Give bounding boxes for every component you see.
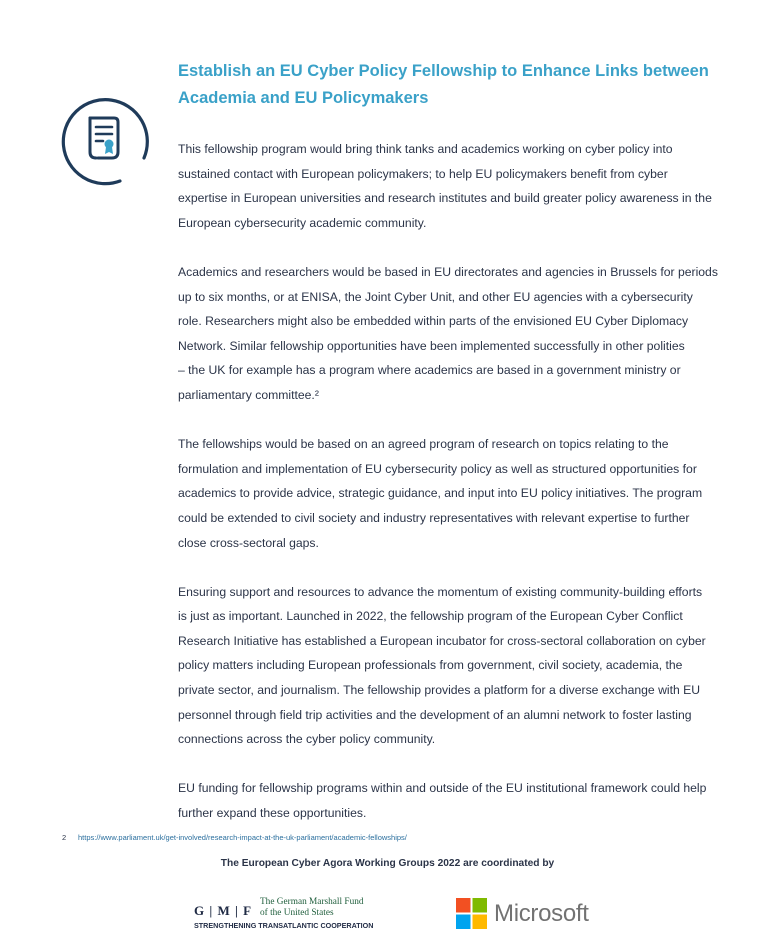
text-line: personnel through field trip activities and the development of an alumni network to foster lasting bbox=[178, 707, 692, 722]
text-line: Academics and researchers would be based in EU directorates and agencies in Brussels for periods bbox=[178, 264, 718, 279]
body-text bbox=[178, 137, 733, 850]
paragraph bbox=[178, 776, 733, 825]
coordinated-by-label: The European Cyber Agora Working Groups 2022 are coordinated by bbox=[220, 858, 555, 869]
text-line: The fellowships would be based on an agreed program of research on topics relating to the bbox=[178, 437, 669, 452]
text-line: sustained contact with European policymakers; to help EU policymakers benefit from cyber bbox=[178, 166, 668, 181]
text-line: is just as important. Launched in 2022, the fellowship program of the European Cyber Conflict bbox=[178, 609, 683, 624]
footnote-mark: 2 bbox=[62, 833, 67, 842]
text-line: policy matters including European professionals from government, civil society, academia, the bbox=[178, 658, 683, 673]
text-line: parliamentary committee.² bbox=[178, 387, 319, 402]
text-line: This fellowship program would bring think tanks and academics working on cyber policy into bbox=[178, 142, 673, 156]
page-title-line: Establish an EU Cyber Policy Fellowship to Enhance Links between bbox=[178, 62, 709, 80]
text-line: academics to provide advice, strategic guidance, and input into EU policy initiatives. The program bbox=[178, 486, 703, 501]
text-line: could be extended to civil society and industry representatives with relevant expertise to further bbox=[178, 510, 690, 525]
text-line: Network. Similar fellowship opportunities have been implemented successfully in other polities bbox=[178, 338, 685, 353]
gmf-tagline: STRENGTHENING TRANSATLANTIC COOPERATION bbox=[194, 921, 374, 930]
text-line: further expand these opportunities. bbox=[178, 806, 367, 821]
text-line: close cross-sectoral gaps. bbox=[178, 535, 319, 550]
gmf-name-line: of the United States bbox=[260, 908, 334, 918]
text-line: European cybersecurity academic community. bbox=[178, 215, 427, 230]
gmf-name-line: The German Marshall Fund bbox=[260, 897, 364, 907]
footnote-link[interactable]: https://www.parliament.uk/get-involved/research-impact-at-the-uk-parliament/academic-fellowships/ bbox=[78, 833, 407, 842]
page-title-line: Academia and EU Policymakers bbox=[178, 89, 429, 107]
footnote bbox=[62, 833, 407, 842]
text-line: Research Initiative has established a European incubator for cross-sectoral collaboration on cyber bbox=[178, 633, 706, 648]
text-line: up to six months, or at ENISA, the Joint Cyber Unit, and other EU agencies with a cybersecurity bbox=[178, 289, 693, 304]
text-line: Ensuring support and resources to advance the momentum of existing community-building efforts bbox=[178, 584, 703, 599]
text-line: expertise in European universities and research institutes and build greater policy awareness in the bbox=[178, 191, 712, 206]
paragraph bbox=[178, 432, 733, 555]
certificate-document-icon bbox=[60, 96, 152, 188]
gmf-logo bbox=[194, 897, 374, 933]
gmf-name bbox=[260, 897, 364, 919]
paragraph bbox=[178, 137, 733, 235]
text-line: – the UK for example has a program where academics are based in a government ministry or bbox=[178, 363, 681, 378]
paragraph bbox=[178, 580, 733, 752]
text-line: role. Researchers might also be embedded within parts of the envisioned EU Cyber Diplomacy bbox=[178, 314, 689, 329]
text-line: EU funding for fellowship programs within and outside of the EU institutional framework could help bbox=[178, 781, 707, 796]
microsoft-wordmark: Microsoft bbox=[494, 900, 589, 927]
microsoft-squares-icon bbox=[456, 898, 487, 929]
text-line: private sector, and journalism. The fellowship provides a platform for a diverse exchange with EU bbox=[178, 683, 701, 698]
page-title bbox=[178, 58, 718, 112]
paragraph bbox=[178, 260, 733, 408]
gmf-letters: G | M | F bbox=[194, 903, 253, 918]
text-line: formulation and implementation of EU cybersecurity policy as well as structured opportunities for bbox=[178, 461, 697, 476]
text-line: connections across the cyber policy community. bbox=[178, 732, 436, 747]
